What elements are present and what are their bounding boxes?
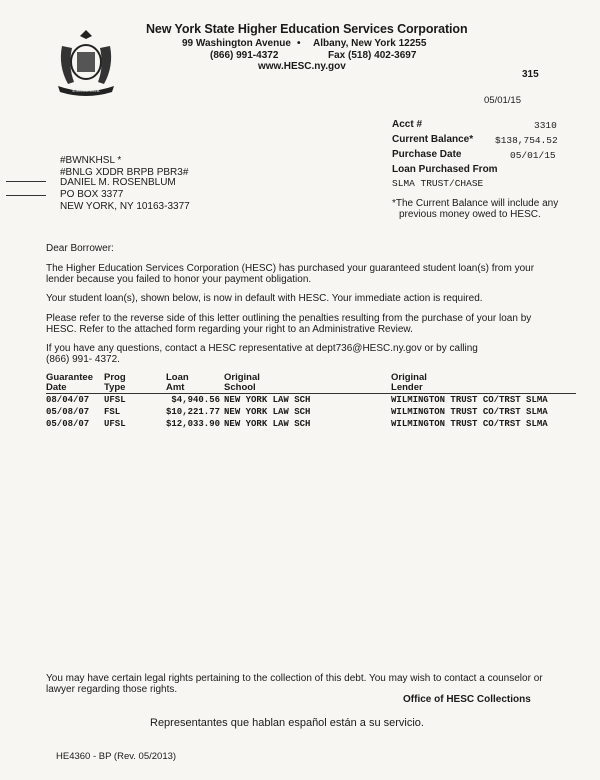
- org-city: Albany, New York 12255: [313, 38, 427, 49]
- cell-lender: WILMINGTON TRUST CO/TRST SLMA: [391, 395, 548, 405]
- recipient-code1: #BWNKHSL *: [60, 155, 122, 166]
- spanish-notice: Representantes que hablan español están a su servicio.: [150, 717, 424, 729]
- purchase-date-value: 05/01/15: [510, 150, 556, 161]
- state-seal-logo: [50, 26, 122, 96]
- cell-school: NEW YORK LAW SCH: [224, 407, 311, 417]
- cell-lender: WILMINGTON TRUST CO/TRST SLMA: [391, 407, 548, 417]
- salutation: Dear Borrower:: [46, 243, 114, 254]
- table-row: [46, 406, 576, 418]
- rights-notice-line2: lawyer regarding those rights.: [46, 684, 178, 695]
- acct-label: Acct #: [392, 119, 423, 130]
- rights-notice-line1: You may have certain legal rights pertaining to the collection of this debt. You may wish to contact a counselor or: [46, 673, 543, 684]
- cell-school: NEW YORK LAW SCH: [224, 419, 311, 429]
- col-prog-type: Prog Type: [104, 372, 126, 393]
- loan-table: [46, 373, 576, 430]
- paragraph4-line1: If you have any questions, contact a HESC representative at dept736@HESC.ny.gov or by calling: [46, 343, 478, 354]
- paragraph3-line1: Please refer to the reverse side of this letter outlining the penalties resulting from the purchase of your loan by: [46, 313, 532, 324]
- recipient-name: DANIEL M. ROSENBLUM: [60, 177, 176, 188]
- balance-footnote-line1: *The Current Balance will include any: [392, 198, 559, 209]
- purchased-from-value: SLMA TRUST/CHASE: [392, 178, 484, 189]
- cell-date: 05/08/07: [46, 407, 90, 417]
- org-address: 99 Washington Avenue: [182, 38, 291, 49]
- purchase-date-label: Purchase Date: [392, 149, 462, 160]
- letter-date: 05/01/15: [484, 95, 521, 106]
- cell-date: 08/04/07: [46, 395, 90, 405]
- paragraph4-line2: (866) 991- 4372.: [46, 354, 120, 365]
- cell-amount: $12,033.90: [166, 419, 221, 429]
- cell-date: 05/08/07: [46, 419, 90, 429]
- acct-value: 3310: [534, 120, 557, 131]
- cell-prog-type: UFSL: [104, 419, 126, 429]
- office-signature: Office of HESC Collections: [403, 694, 531, 705]
- balance-value: $138,754.52: [495, 135, 558, 146]
- org-name: New York State Higher Education Services Corporation: [146, 22, 468, 36]
- paragraph2: Your student loan(s), shown below, is now in default with HESC. Your immediate action is required.: [46, 293, 483, 304]
- recipient-code2: #BNLG XDDR BRPB PBR3#: [60, 167, 189, 178]
- cell-school: NEW YORK LAW SCH: [224, 395, 311, 405]
- paragraph1-line2: lender because you failed to honor your payment obligation.: [46, 274, 312, 285]
- col-loan-amt: Loan Amt: [166, 372, 189, 393]
- col-original-lender: Original Lender: [391, 372, 427, 393]
- address-separator-dot: •: [297, 38, 301, 49]
- cell-prog-type: UFSL: [104, 395, 126, 405]
- cell-amount: $10,221.77: [166, 407, 221, 417]
- fold-mark-line: [6, 195, 46, 196]
- org-fax: Fax (518) 402-3697: [328, 50, 417, 61]
- svg-text:EXCELSIOR: EXCELSIOR: [72, 89, 100, 94]
- table-row: [46, 394, 576, 407]
- paragraph1-line1: The Higher Education Services Corporation (HESC) has purchased your guaranteed student loan(s) from your: [46, 263, 535, 274]
- col-original-school: Original School: [224, 372, 260, 393]
- cell-prog-type: FSL: [104, 407, 121, 417]
- cell-amount: $4,940.56: [171, 395, 221, 405]
- balance-footnote-line2: previous money owed to HESC.: [399, 209, 541, 220]
- paragraph3-line2: HESC. Refer to the attached form regarding your right to an Administrative Review.: [46, 324, 413, 335]
- cell-lender: WILMINGTON TRUST CO/TRST SLMA: [391, 419, 548, 429]
- form-code: HE4360 - BP (Rev. 05/2013): [56, 751, 177, 762]
- org-phone: (866) 991-4372: [210, 50, 279, 61]
- recipient-city-line: NEW YORK, NY 10163-3377: [60, 201, 190, 212]
- col-guarantee-date: Guarantee Date: [46, 372, 93, 393]
- recipient-po-box: PO BOX 3377: [60, 189, 124, 200]
- fold-mark-line: [6, 181, 46, 182]
- page-code: 315: [522, 69, 539, 80]
- org-website[interactable]: www.HESC.ny.gov: [258, 61, 346, 72]
- table-row: [46, 418, 576, 430]
- purchased-from-label: Loan Purchased From: [392, 164, 498, 175]
- balance-label: Current Balance*: [392, 134, 474, 145]
